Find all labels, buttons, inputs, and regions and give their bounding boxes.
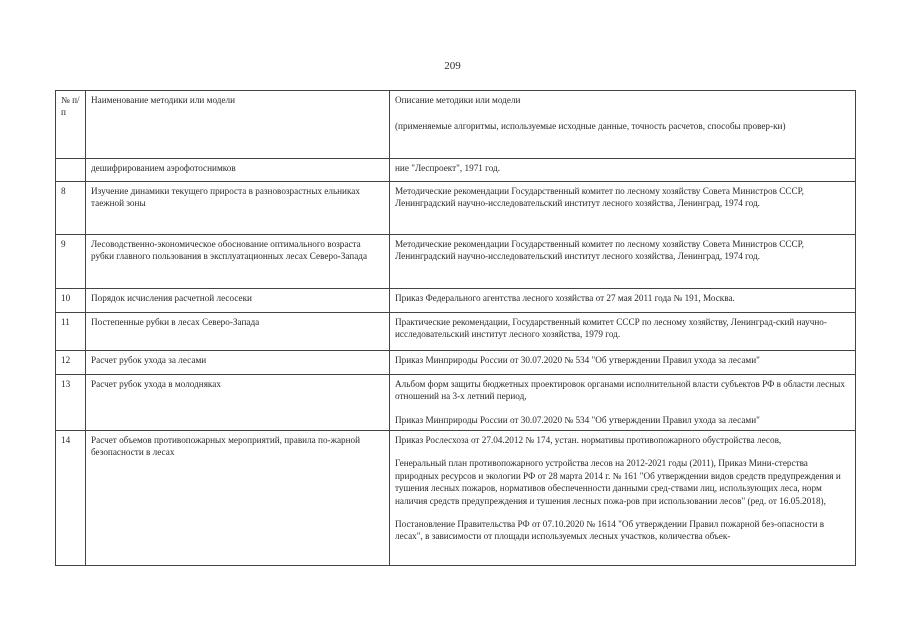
row-number: 11 [56,313,86,351]
row-description [390,289,856,313]
row-description-paragraph: Генеральный план противопожарного устройства лесов на 2012-2021 годы (2011), Приказ Мини-стерства природных ресурсов и экологии РФ от 28 марта 2014 г. № 161 "Об утверждении видов средств предупреждения и тушения лесных пожаров, нормативов обеспеченности данными сред-ствами лиц, использующих леса, норм наличия средств предупреждения и тушения лесных пожа-ров при использовании лесов" (ред. от 16.05.2018), [395,458,841,506]
row-method-name: Расчет рубок ухода за лесами [86,351,390,375]
table-row [56,182,856,235]
row-description-paragraph: Практические рекомендации, Государственный комитет СССР по лесному хозяйству, Ленинград-ский научно-исследовательский институт лесного хозяйства, 1979 год. [395,317,827,340]
row-number: 9 [56,235,86,289]
row-method-name: дешифрированием аэрофотоснимков [86,159,390,182]
row-description-paragraph: Приказ Федерального агентства лесного хозяйства от 27 мая 2011 года № 191, Москва. [395,293,735,303]
row-description-paragraph: Методические рекомендации Государственный комитет по лесному хозяйству Совета Министров СССР, Ленинградский научно-исследовательский институт лесного хозяйства, Ленинград, 1974 год. [395,186,804,209]
methods-table [55,90,856,566]
row-method-name: Порядок исчисления расчетной лесосеки [86,289,390,313]
row-number: 14 [56,431,86,566]
table-row [56,431,856,566]
row-description-paragraph: Приказ Рослесхоза от 27.04.2012 № 174, устан. нормативы противопожарного обустройства лесов, [395,435,782,445]
table-row [56,351,856,375]
table-row [56,375,856,431]
row-description-paragraph: Постановление Правительства РФ от 07.10.2020 № 1614 "Об утверждении Правил пожарной без-опасности в лесах", в зависимости от площади используемых лесных участков, количества объек- [395,519,825,542]
row-description-paragraph: ние "Леспроект", 1971 год. [395,163,501,173]
row-description-paragraph: Альбом форм защиты бюджетных проектировок органами исполнительной власти субъектов РФ в области лесных отношений на 3-х летний период, [395,379,845,402]
row-number: 8 [56,182,86,235]
row-number [56,159,86,182]
table-header-row [56,91,856,159]
row-method-name: Постепенные рубки в лесах Северо-Запада [86,313,390,351]
row-number: 13 [56,375,86,431]
row-number: 10 [56,289,86,313]
row-method-name: Расчет объемов противопожарных мероприятий, правила по-жарной безопасности в лесах [86,431,390,566]
header-description-title: Описание методики или модели [395,95,521,105]
row-method-name: Изучение динамики текущего прироста в разновозрастных ельниках таежной зоны [86,182,390,235]
header-number-cell: № п/п [56,91,86,159]
row-description [390,375,856,431]
row-description [390,351,856,375]
row-method-name: Лесоводственно-экономическое обоснование оптимального возраста рубки главного пользования в эксплуатационных лесах Северо-Запада [86,235,390,289]
row-description-paragraph: Приказ Минприроды России от 30.07.2020 № 534 "Об утверждении Правил ухода за лесами" [395,414,760,425]
table-row [56,313,856,351]
header-name-cell: Наименование методики или модели [86,91,390,159]
row-description-paragraph: Приказ Минприроды России от 30.07.2020 № 534 "Об утверждении Правил ухода за лесами" [395,355,760,365]
row-description [390,182,856,235]
row-description [390,235,856,289]
row-method-name: Расчет рубок ухода в молодняках [86,375,390,431]
row-description [390,431,856,566]
page-number: 209 [444,60,461,72]
table-row [56,235,856,289]
row-description [390,159,856,182]
table-row [56,159,856,182]
table-row [56,289,856,313]
row-description-paragraph: Методические рекомендации Государственный комитет по лесному хозяйству Совета Министров СССР, Ленинградский научно-исследовательский институт лесного хозяйства, Ленинград, 1974 год. [395,239,804,262]
row-description [390,313,856,351]
header-description-subtitle: (применяемые алгоритмы, используемые исходные данные, точность расчетов, способы провер-ки) [395,121,786,132]
row-number: 12 [56,351,86,375]
header-description-cell [390,91,856,159]
